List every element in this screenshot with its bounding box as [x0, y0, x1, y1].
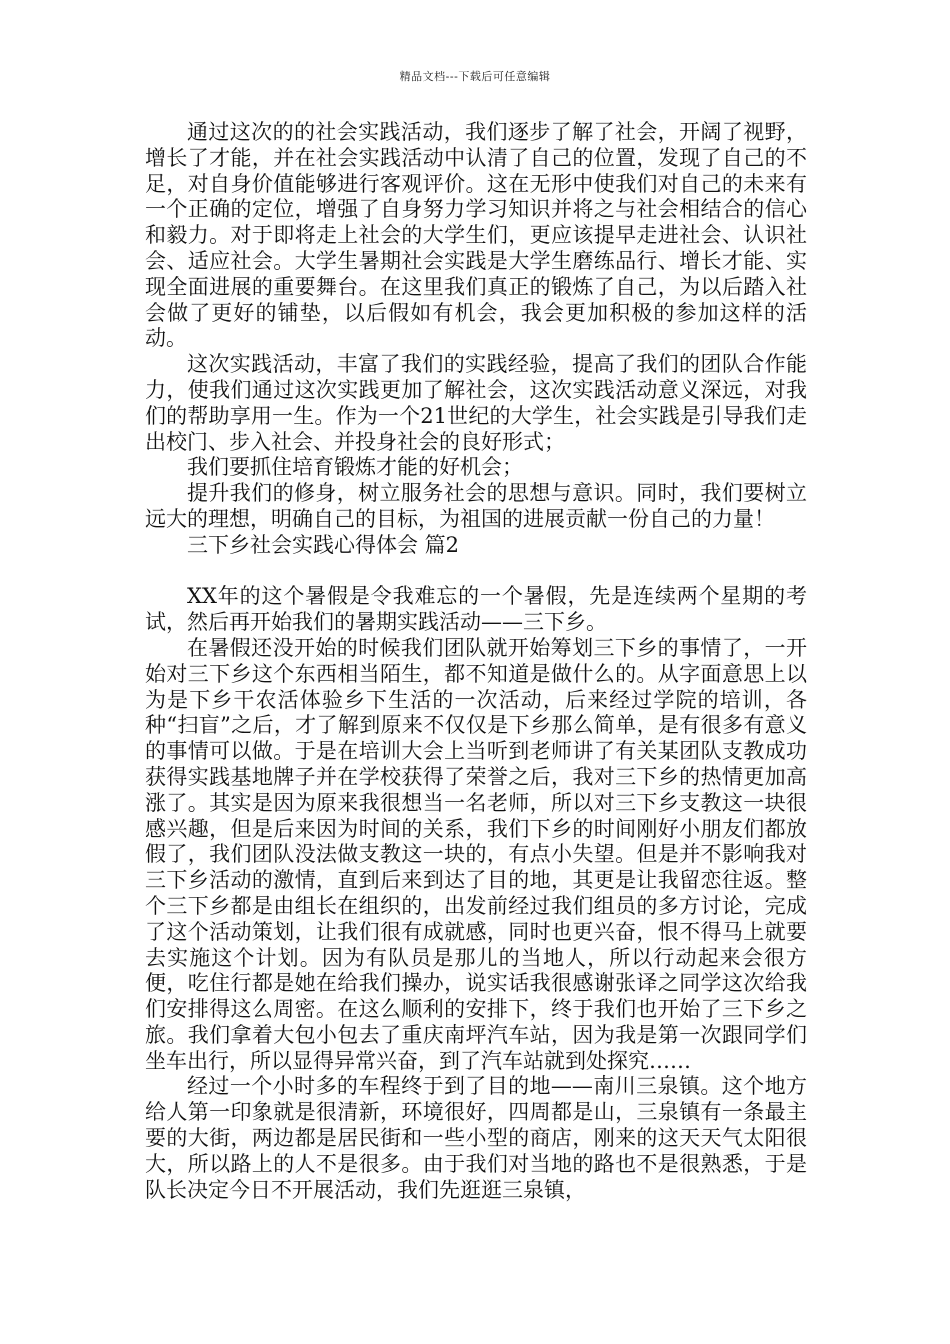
paragraph: 通过这次的的社会实践活动，我们逐步了解了社会，开阔了视野，增长了才能，并在社会实践活动中认清了自己的位置，发现了自己的不足，对自身价值能够进行客观评价。这在无形中使我们对自己的未来有一个正确的定位，增强了自身努力学习知识并将之与社会相结合的信心和毅力。对于即将走上社会的大学生们，更应该提早走进社会、认识社会、适应社会。大学生暑期社会实践是大学生磨练品行、增长才能、实现全面进展的重要舞台。在这里我们真正的锻炼了自己，为以后踏入社会做了更好的铺垫，以后假如有机会，我会更加积极的参加这样的活动。 — [145, 120, 807, 351]
paragraph: 经过一个小时多的车程终于到了目的地——南川三泉镇。这个地方给人第一印象就是很清新，环境很好，四周都是山，三泉镇有一条最主要的大街，两边都是居民街和一些小型的商店，刚来的这天天气太阳很大，所以路上的人不是很多。由于我们对当地的路也不是很熟悉，于是队长决定今日不开展活动，我们先逛逛三泉镇， — [145, 1074, 807, 1202]
section-title: 三下乡社会实践心得体会 篇2 — [187, 532, 460, 557]
paragraph: 在暑假还没开始的时候我们团队就开始筹划三下乡的事情了，一开始对三下乡这个东西相当陌生，都不知道是做什么的。从字面意思上以为是下乡干农活体验乡下生活的一次活动，后来经过学院的培训，各种“扫盲”之后，才了解到原来不仅仅是下乡那么简单，是有很多有意义的事情可以做。于是在培训大会上当听到老师讲了有关某团队支教成功获得实践基地牌子并在学校获得了荣誉之后，我对三下乡的热情更加高涨了。其实是因为原来我很想当一名老师，所以对三下乡支教这一块很感兴趣，但是后来因为时间的关系，我们下乡的时间刚好小朋友们都放假了，我们团队没法做支教这一块的，有点小失望。但是并不影响我对三下乡活动的激情，直到后来到达了目的地，其更是让我留恋往返。整个三下乡都是由组长在组织的，出发前经过我们组员的多方讨论，完成了这个活动策划，让我们很有成就感，同时也更兴奋，恨不得马上就要去实施这个计划。因为有队员是那儿的当地人，所以行动起来会很方便，吃住行都是她在给我们操办，说实话我很感谢张译之同学这次给我们安排得这么周密。在这么顺利的安排下，终于我们也开始了三下乡之旅。我们拿着大包小包去了重庆南坪汽车站，因为我是第一次跟同学们坐车出行，所以显得异常兴奋，到了汽车站就到处探究…… — [145, 635, 807, 1073]
paragraph: 这次实践活动，丰富了我们的实践经验，提高了我们的团队合作能力，使我们通过这次实践更加了解社会，这次实践活动意义深远，对我们的帮助享用一生。作为一个21世纪的大学生，社会实践是引导我们走出校门、步入社会、并投身社会的良好形式； — [145, 352, 807, 454]
paragraph: 提升我们的修身，树立服务社会的思想与意识。同时，我们要树立远大的理想，明确自己的目标，为祖国的进展贡献一份自己的力量！ — [145, 481, 807, 531]
paragraph: XX年的这个暑假是令我难忘的一个暑假，先是连续两个星期的考试，然后再开始我们的暑期实践活动——三下乡。 — [145, 584, 807, 635]
page-header-note: 精品文档---下载后可任意编辑 — [399, 70, 551, 83]
paragraph: 我们要抓住培育锻炼才能的好机会； — [187, 455, 523, 480]
document-body — [145, 120, 807, 1203]
